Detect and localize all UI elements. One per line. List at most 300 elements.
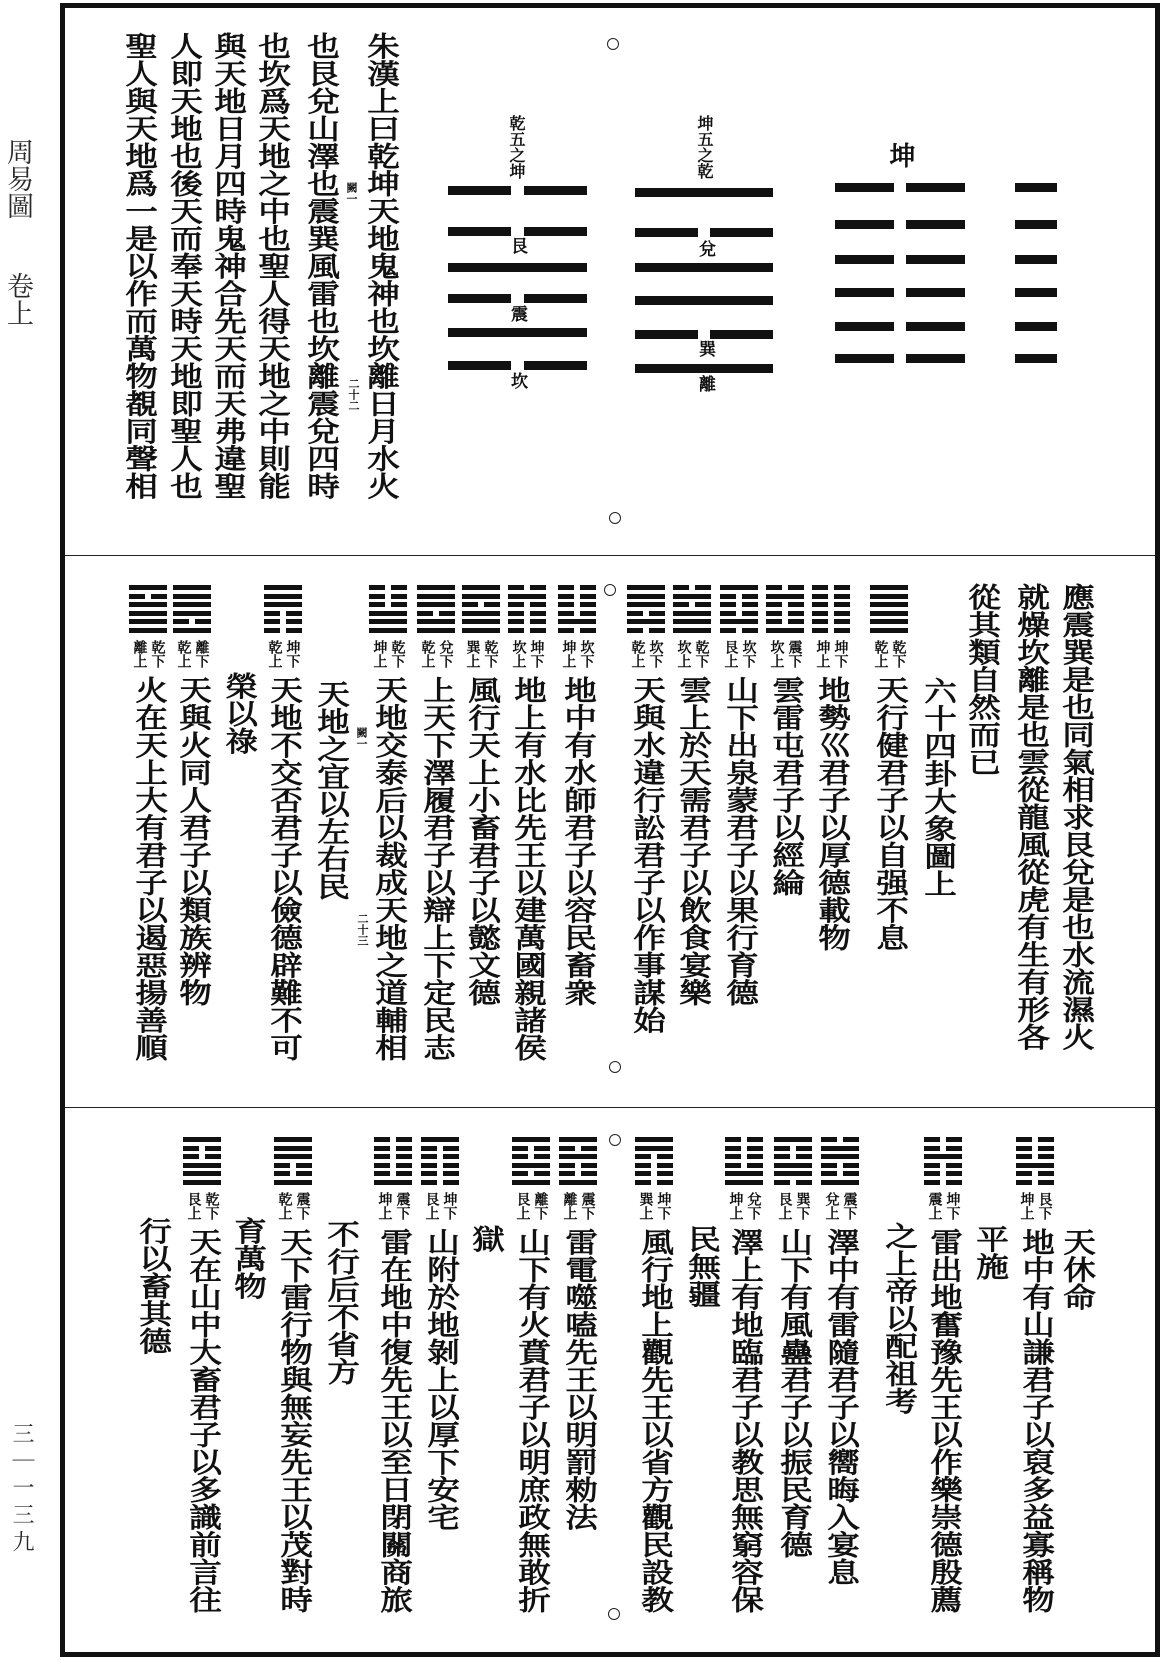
yin-line	[627, 628, 665, 633]
hexagram-line	[1015, 183, 1057, 192]
yang-line	[129, 628, 167, 633]
trigram-labels	[769, 640, 802, 672]
upper-trigram-label: 震上	[926, 1191, 943, 1220]
yin-line	[821, 1137, 859, 1142]
upper-trigram-label: 兌上	[823, 1191, 840, 1220]
yin-line	[635, 1180, 673, 1185]
commentary-column: 也坎爲天地之中也聖人得天地之中則能	[252, 32, 290, 500]
trigram-labels	[676, 640, 709, 672]
hexagram-entry-fu	[373, 1137, 413, 1613]
circle-marker	[609, 512, 621, 524]
yin-line	[374, 1154, 412, 1159]
circle-marker	[607, 38, 619, 50]
trigram-labels	[824, 1192, 857, 1224]
yang-line	[183, 1163, 221, 1168]
trigram-labels	[132, 640, 165, 672]
trigram-labels	[638, 1192, 671, 1224]
yang-line	[369, 611, 407, 616]
section-heading: 六十四卦大象圖上	[918, 677, 956, 897]
yin-line	[558, 611, 596, 616]
hexagram-symbol	[274, 1137, 312, 1185]
yang-line	[870, 619, 908, 624]
continuation-column: 行以畜其德	[133, 1217, 171, 1355]
yang-line	[673, 594, 711, 599]
trigram-labels	[377, 1192, 410, 1224]
yin-line	[924, 1163, 962, 1168]
lower-trigram-label: 坤下	[944, 1191, 961, 1220]
yang-line	[870, 602, 908, 607]
continuation-column: 之上帝以配祖考	[879, 1222, 917, 1415]
continuation-column: 不行后不省方	[321, 1220, 359, 1385]
yang-line	[183, 1180, 221, 1185]
trigram-labels	[1019, 1192, 1052, 1224]
image-text: 地中有山謙君子以裒多益寡稱物	[1016, 1227, 1054, 1613]
yin-line	[725, 1146, 763, 1151]
lower-trigram-label: 乾下	[203, 1191, 220, 1220]
yin-line	[421, 1163, 459, 1168]
lower-trigram-label: 艮下	[1036, 1191, 1053, 1220]
circle-marker	[604, 584, 616, 596]
section-divider	[64, 1107, 1156, 1108]
upper-trigram-label: 艮上	[722, 639, 739, 668]
yin-line	[508, 611, 546, 616]
yin-line	[559, 1146, 597, 1151]
image-text: 天行健君子以自强不息	[870, 675, 908, 951]
lower-trigram-label: 離下	[193, 639, 210, 668]
yang-line	[870, 628, 908, 633]
yin-line	[766, 611, 804, 616]
hexagram-symbol	[421, 1137, 459, 1185]
lower-trigram-label: 乾下	[693, 639, 710, 668]
hexagram-symbol	[173, 585, 211, 633]
hexagram-symbol	[417, 585, 455, 633]
diagram-title: 乾五之坤	[507, 115, 526, 179]
hexagram-symbol	[512, 1137, 550, 1185]
upper-trigram-label: 坤上	[814, 639, 831, 668]
image-text: 雷電噬嗑先王以明罰勑法	[559, 1227, 597, 1530]
upper-trigram-label: 坤上	[376, 1191, 393, 1220]
upper-trigram-label: 坎上	[768, 639, 785, 668]
yin-line	[1016, 1146, 1054, 1151]
image-text: 天與水違行訟君子以作事謀始	[627, 675, 665, 1033]
yin-line	[821, 1171, 859, 1176]
hexagram-line	[835, 220, 965, 229]
hexagram-line	[635, 296, 773, 305]
yin-line	[512, 1171, 550, 1176]
yang-line	[264, 602, 302, 607]
continuation-column: 民無疆	[682, 1225, 720, 1308]
image-text: 雲上於天需君子以飲食宴樂	[673, 675, 711, 1006]
trigram-labels	[186, 1192, 219, 1224]
yang-line	[369, 619, 407, 624]
yin-line	[374, 1171, 412, 1176]
continuation-column: 榮以祿	[219, 672, 257, 755]
yang-line	[183, 1137, 221, 1142]
upper-trigram-label: 坤上	[727, 1191, 744, 1220]
image-text: 雷出地奮豫先王以作樂崇德殷薦	[924, 1227, 962, 1613]
image-text: 山下有火賁君子以明庶政無敢折	[512, 1227, 550, 1613]
yin-line	[374, 1137, 412, 1142]
yin-line	[274, 1163, 312, 1168]
hexagram-symbol	[1016, 1137, 1054, 1185]
hexagram-line	[1015, 288, 1057, 297]
lower-trigram-label: 乾下	[890, 639, 907, 668]
yang-line	[462, 619, 500, 624]
trigram-labels	[927, 1192, 960, 1224]
image-text: 天地交泰后以裁成天地之道輔相	[369, 675, 407, 1061]
yin-line	[635, 1171, 673, 1176]
section-divider	[64, 555, 1156, 556]
circle-marker	[609, 1061, 621, 1073]
trigram-labels	[561, 640, 594, 672]
lower-trigram-label: 震下	[394, 1191, 411, 1220]
yin-line	[508, 628, 546, 633]
lower-trigram-label: 兌下	[745, 1191, 762, 1220]
yin-line	[512, 1154, 550, 1159]
circle-marker	[609, 1134, 621, 1146]
yin-line	[129, 594, 167, 599]
yang-line	[417, 628, 455, 633]
yin-line	[558, 602, 596, 607]
yang-line	[558, 619, 596, 624]
image-text: 地中有水師君子以容民畜衆	[558, 675, 596, 1006]
circle-marker	[608, 1608, 620, 1620]
commentary-column: 應震巽是也同氣相求艮兌是也水流濕火	[1056, 583, 1094, 1051]
continuation-column: 獄	[466, 1225, 504, 1253]
hexagram-symbol	[558, 585, 596, 633]
hexagram-entry-zhun	[765, 585, 805, 896]
trigram-label: 巽	[695, 340, 715, 357]
upper-trigram-label: 乾上	[419, 639, 436, 668]
image-text: 天地不交否君子以儉德辟難不可	[264, 675, 302, 1061]
image-text: 風行地上觀先王以省方觀民設教	[635, 1227, 673, 1613]
yin-line	[924, 1171, 962, 1176]
hexagram-entry-dachu	[182, 1137, 222, 1613]
yin-line	[183, 1146, 221, 1151]
lower-trigram-label: 震下	[294, 1191, 311, 1220]
trigram-labels	[873, 640, 906, 672]
upper-trigram-label: 坤上	[371, 639, 388, 668]
hexagram-line	[448, 227, 587, 236]
yin-line	[725, 1137, 763, 1142]
yin-line	[812, 628, 850, 633]
yin-line	[274, 1171, 312, 1176]
yin-line	[812, 602, 850, 607]
hexagram-entry-xu	[672, 585, 712, 1006]
image-text: 雲雷屯君子以經綸	[766, 675, 804, 896]
lower-trigram-label: 震下	[841, 1191, 858, 1220]
trigram-labels	[511, 640, 544, 672]
yang-line	[774, 1163, 812, 1168]
diagram-title: 坤	[885, 142, 915, 168]
yin-line	[812, 619, 850, 624]
continuation-column: 天地之宜以左右民	[311, 680, 349, 900]
trigram-labels	[267, 640, 300, 672]
yin-line	[421, 1171, 459, 1176]
commentary-column: 從其類自然而已	[962, 583, 1000, 776]
hexagram-symbol	[559, 1137, 597, 1185]
yin-line	[508, 602, 546, 607]
hexagram-entry-shihe	[558, 1137, 598, 1530]
image-text: 上天下澤履君子以辯上下定民志	[417, 675, 455, 1061]
upper-trigram-label: 艮上	[776, 1191, 793, 1220]
yin-line	[673, 602, 711, 607]
yin-line	[369, 585, 407, 590]
lower-trigram-label: 巽下	[794, 1191, 811, 1220]
upper-trigram-label: 乾上	[175, 639, 192, 668]
yang-line	[129, 611, 167, 616]
upper-trigram-label: 艮上	[185, 1191, 202, 1220]
lower-trigram-label: 乾下	[389, 639, 406, 668]
image-text: 山下有風蠱君子以振民育德	[774, 1227, 812, 1558]
hexagram-entry-qian-modesty	[1015, 1137, 1055, 1613]
yin-line	[369, 594, 407, 599]
hexagram-symbol	[766, 585, 804, 633]
book-title: 周易圖	[2, 138, 33, 219]
hexagram-line	[448, 186, 587, 195]
hexagram-entry-xiaochu	[461, 585, 501, 1006]
hexagram-entry-bo	[420, 1137, 460, 1530]
hexagram-entry-wuwang	[273, 1137, 313, 1613]
yin-line	[766, 585, 804, 590]
yin-line	[264, 619, 302, 624]
lower-trigram-label: 坤下	[284, 639, 301, 668]
hexagram-entry-dayou	[128, 585, 168, 1061]
upper-trigram-label: 乾上	[872, 639, 889, 668]
lower-trigram-label: 坎下	[578, 639, 595, 668]
yin-line	[1016, 1171, 1054, 1176]
upper-trigram-label: 巽上	[464, 639, 481, 668]
lower-trigram-label: 離下	[532, 1191, 549, 1220]
yin-line	[508, 619, 546, 624]
yang-line	[274, 1180, 312, 1185]
hexagram-symbol	[129, 585, 167, 633]
upper-trigram-label: 坤上	[560, 639, 577, 668]
yang-line	[462, 585, 500, 590]
trigram-labels	[465, 640, 498, 672]
hexagram-symbol	[374, 1137, 412, 1185]
commentary-column: 就燥坎離是也雲從龍風從虎有生有形各	[1011, 583, 1049, 1051]
yin-line	[627, 611, 665, 616]
trigram-label: 離	[695, 375, 715, 392]
yin-line	[1016, 1137, 1054, 1142]
yang-line	[173, 585, 211, 590]
yin-line	[183, 1154, 221, 1159]
yang-line	[274, 1137, 312, 1142]
yin-line	[173, 619, 211, 624]
lower-trigram-label: 坎下	[740, 639, 757, 668]
lacuna-note: 闕一	[345, 182, 358, 204]
trigram-label: 艮	[507, 237, 527, 254]
hexagram-symbol	[812, 585, 850, 633]
hexagram-symbol	[673, 585, 711, 633]
yang-line	[627, 619, 665, 624]
yang-line	[821, 1180, 859, 1185]
yang-line	[870, 585, 908, 590]
upper-trigram-label: 坎上	[675, 639, 692, 668]
hexagram-line	[835, 322, 965, 331]
hexagram-entry-song	[626, 585, 666, 1033]
hexagram-line	[448, 328, 587, 337]
yang-line	[635, 1137, 673, 1142]
yin-line	[559, 1163, 597, 1168]
yin-line	[417, 611, 455, 616]
yin-line	[635, 1154, 673, 1159]
yin-line	[462, 602, 500, 607]
page-number: 三｜一三九	[9, 1422, 34, 1557]
hexagram-entry-qian	[869, 585, 909, 951]
commentary-column: 也艮兌山澤也震巽風雷也坎離震兌四時	[301, 32, 339, 500]
yang-line	[673, 619, 711, 624]
yin-line	[369, 602, 407, 607]
yang-line	[417, 585, 455, 590]
yin-line	[1016, 1154, 1054, 1159]
yin-line	[720, 628, 758, 633]
yang-line	[173, 628, 211, 633]
hexagram-line	[448, 263, 587, 272]
yang-line	[635, 1146, 673, 1151]
yin-line	[421, 1146, 459, 1151]
hexagram-entry-sui	[820, 1137, 860, 1585]
hexagram-symbol	[720, 585, 758, 633]
image-text: 澤上有地臨君子以教思無窮容保	[725, 1227, 763, 1613]
yin-line	[924, 1146, 962, 1151]
hexagram-symbol	[508, 585, 546, 633]
image-text: 地勢巛君子以厚德載物	[812, 675, 850, 951]
hexagram-entry-tongren	[172, 585, 212, 1006]
trigram-label: 兌	[695, 240, 715, 257]
trigram-labels	[815, 640, 848, 672]
hexagram-line	[835, 354, 965, 363]
yin-line	[720, 602, 758, 607]
upper-trigram-label: 艮上	[514, 1191, 531, 1220]
hexagram-entry-shi	[557, 585, 597, 1006]
lower-trigram-label: 乾下	[149, 639, 166, 668]
yang-line	[627, 602, 665, 607]
lower-trigram-label: 坤下	[441, 1191, 458, 1220]
upper-trigram-label: 離上	[131, 639, 148, 668]
continuation-column: 平施	[970, 1225, 1008, 1280]
yin-line	[264, 611, 302, 616]
yang-line	[1016, 1163, 1054, 1168]
yang-line	[870, 594, 908, 599]
image-text: 天在山中大畜君子以多識前言往	[183, 1227, 221, 1613]
hexagram-line	[448, 361, 587, 370]
hexagram-line	[1015, 354, 1057, 363]
yang-line	[512, 1163, 550, 1168]
continuation-column: 天休命	[1057, 1228, 1095, 1311]
upper-trigram-label: 乾上	[276, 1191, 293, 1220]
yang-line	[417, 602, 455, 607]
yang-line	[627, 585, 665, 590]
yang-line	[821, 1154, 859, 1159]
yin-line	[924, 1137, 962, 1142]
yin-line	[421, 1180, 459, 1185]
hexagram-symbol	[462, 585, 500, 633]
image-text: 地上有水比先王以建萬國親諸侯	[508, 675, 546, 1061]
trigram-labels	[777, 1192, 810, 1224]
yang-line	[924, 1154, 962, 1159]
yang-line	[720, 585, 758, 590]
hexagram-symbol	[725, 1137, 763, 1185]
continuation-column: 育萬物	[228, 1217, 266, 1300]
hexagram-symbol	[774, 1137, 812, 1185]
lower-trigram-label: 震下	[579, 1191, 596, 1220]
yang-line	[766, 594, 804, 599]
image-text: 雷在地中復先王以至日閉關商旅	[374, 1227, 412, 1613]
yang-line	[462, 611, 500, 616]
yin-line	[558, 628, 596, 633]
yin-line	[635, 1163, 673, 1168]
yang-line	[720, 619, 758, 624]
trigram-labels	[562, 1192, 595, 1224]
yang-line	[821, 1146, 859, 1151]
lower-trigram-label: 兌下	[437, 639, 454, 668]
yin-line	[924, 1180, 962, 1185]
yin-line	[766, 602, 804, 607]
yang-line	[129, 619, 167, 624]
yang-line	[264, 594, 302, 599]
yang-line	[417, 619, 455, 624]
lower-trigram-label: 震下	[786, 639, 803, 668]
yin-line	[774, 1180, 812, 1185]
image-text: 澤中有雷隨君子以嚮晦入宴息	[821, 1227, 859, 1585]
yang-line	[512, 1137, 550, 1142]
trigram-labels	[372, 640, 405, 672]
yin-line	[812, 594, 850, 599]
yang-line	[559, 1154, 597, 1159]
yin-line	[774, 1146, 812, 1151]
commentary-column: 聖人與天地爲一是以作而萬物覩同聲相	[119, 32, 157, 500]
commentary-column: 人即天地也後天而奉天時天地即聖人也	[164, 32, 202, 500]
hexagram-entry-bi	[507, 585, 547, 1061]
yin-line	[264, 628, 302, 633]
yang-line	[774, 1137, 812, 1142]
commentary-column: 朱漢上曰乾坤天地鬼神也坎離日月水火	[361, 32, 399, 500]
yin-line	[558, 594, 596, 599]
folio-note: 二十二	[347, 378, 360, 411]
trigram-label: 震	[507, 305, 527, 322]
yin-line	[374, 1163, 412, 1168]
lower-trigram-label: 坤下	[528, 639, 545, 668]
yang-line	[183, 1171, 221, 1176]
yin-line	[559, 1171, 597, 1176]
hexagram-entry-bi-grace	[511, 1137, 551, 1613]
hexagram-entry-meng	[719, 585, 759, 1006]
yang-line	[462, 628, 500, 633]
hexagram-entry-guan	[634, 1137, 674, 1613]
hexagram-entry-lu	[416, 585, 456, 1061]
hexagram-symbol	[264, 585, 302, 633]
trigram-labels	[728, 1192, 761, 1224]
yin-line	[374, 1146, 412, 1151]
hexagram-symbol	[870, 585, 908, 633]
upper-trigram-label: 巽上	[637, 1191, 654, 1220]
yang-line	[129, 602, 167, 607]
hexagram-line	[1015, 255, 1057, 264]
yang-line	[264, 585, 302, 590]
yin-line	[720, 594, 758, 599]
hexagram-line	[635, 330, 773, 339]
yang-line	[725, 1171, 763, 1176]
lower-trigram-label: 坤下	[832, 639, 849, 668]
yang-line	[421, 1137, 459, 1142]
hexagram-symbol	[627, 585, 665, 633]
yang-line	[369, 628, 407, 633]
yin-line	[774, 1154, 812, 1159]
hexagram-line	[1015, 322, 1057, 331]
hexagram-line	[635, 263, 773, 272]
